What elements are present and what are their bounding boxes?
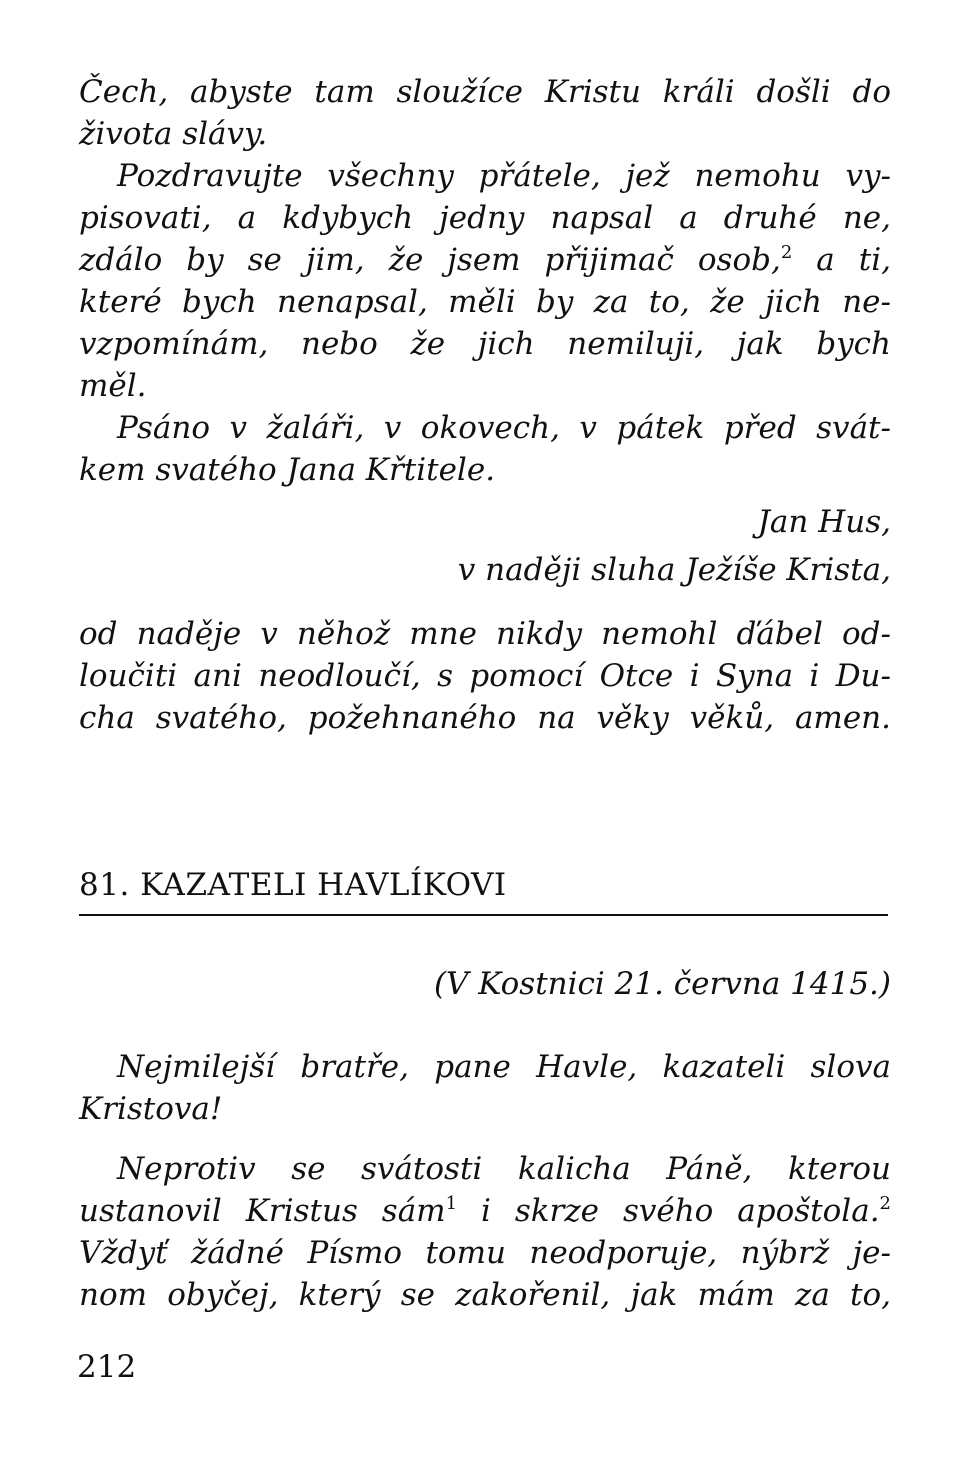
text-line: od naděje v něhož mne nikdy nemohl ďábel od- [79,616,891,652]
text-line: Neprotiv se svátosti kalicha Páně, kterou [117,1151,891,1187]
text-segment: ustanovil Kristus sám [79,1193,446,1229]
text-segment: zdálo by se jim, že jsem přijimač osob, [79,242,781,278]
text-line: Vždyť žádné Písmo tomu neodporuje, nýbrž je- [79,1235,891,1271]
text-line: života slávy. [79,116,268,152]
text-line: loučiti ani neodloučí, s pomocí Otce i Syna i Du- [79,658,891,694]
text-line [79,239,891,281]
text-line: nom obyčej, který se zakořenil, jak mám za to, [79,1277,891,1313]
text-line: měl. [79,368,147,404]
text-line: kem svatého Jana Křtitele. [79,452,496,488]
text-line: Psáno v žaláři, v okovech, v pátek před svát- [117,410,891,446]
page-number: 212 [77,1349,137,1385]
text-segment: i skrze svého apoštola. [457,1193,880,1229]
text-line: Pozdravujte všechny přátele, jež nemohu vy- [117,158,891,194]
text-line: cha svatého, požehnaného na věky věků, amen. [79,700,891,736]
footnote-marker: 1 [445,1193,458,1214]
dateline: (V Kostnici 21. června 1415.) [433,966,891,1002]
text-line: Kristova! [79,1091,223,1127]
footnote-marker: 2 [879,1193,891,1214]
text-line: Čech, abyste tam sloužíce Kristu králi došli do [79,74,891,110]
text-line: Nejmilejší bratře, pane Havle, kazateli slova [117,1049,891,1085]
text-line: pisovati, a kdybych jedny napsal a druhé ne, [79,200,891,236]
signature-name: Jan Hus, [757,504,891,540]
signature-role: v naději sluha Ježíše Krista, [457,552,891,588]
text-segment: a ti, [792,242,892,278]
heading-rule [79,914,888,916]
text-line: vzpomínám, nebo že jich nemiluji, jak bych [79,326,891,362]
text-line [79,1190,891,1232]
section-heading: 81. KAZATELI HAVLÍKOVI [79,867,507,903]
footnote-marker: 2 [780,242,793,263]
text-line: které bych nenapsal, měli by za to, že jich ne- [79,284,891,320]
